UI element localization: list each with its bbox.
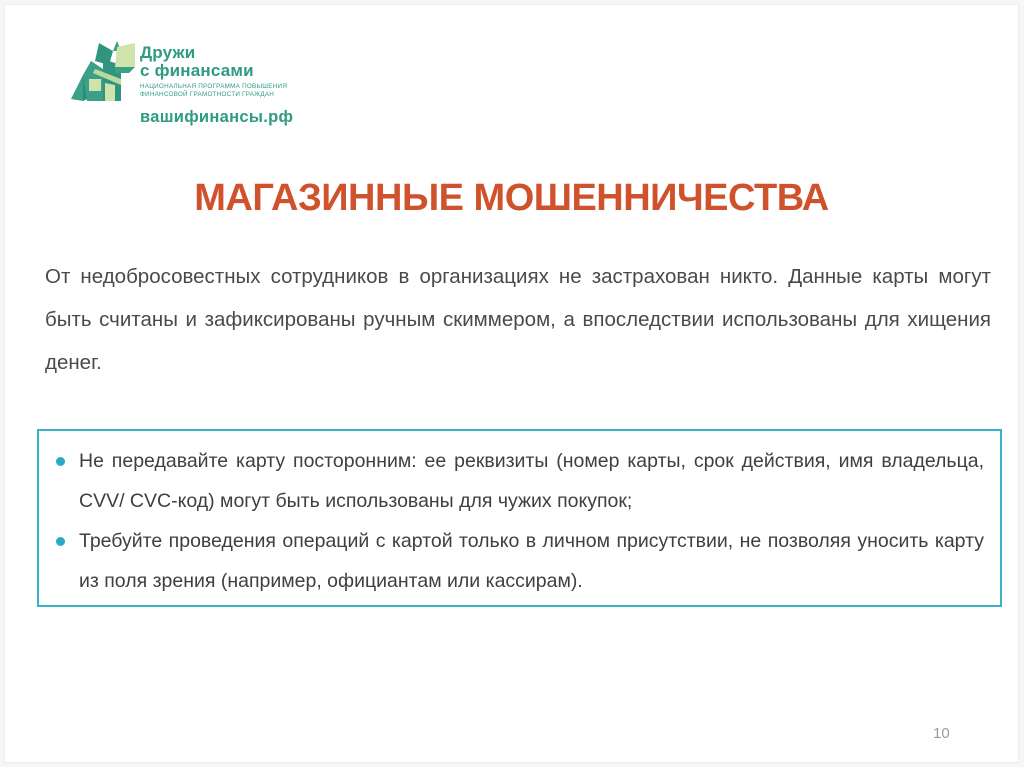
logo-site-url: вашифинансы.рф bbox=[140, 108, 294, 126]
slide-title: МАГАЗИННЫЕ МОШЕННИЧЕСТВА bbox=[194, 177, 829, 219]
tips-list bbox=[49, 441, 984, 601]
tip-item-1: Не передавайте карту посторонним: ее реквизиты (номер карты, срок действия, имя владельца, CVV/ CVC-код) могут быть использованы для чужих покупок; bbox=[49, 441, 984, 521]
page-number: 10 bbox=[933, 725, 950, 742]
logo-brand-line1: Дружи bbox=[140, 43, 196, 62]
logo-brand-line2: с финансами bbox=[140, 61, 254, 80]
logo-program-line2: ФИНАНСОВОЙ ГРАМОТНОСТИ ГРАЖДАН bbox=[140, 90, 275, 98]
slide bbox=[4, 4, 1019, 763]
logo-program-line1: НАЦИОНАЛЬНАЯ ПРОГРАММА ПОВЫШЕНИЯ bbox=[140, 83, 288, 90]
intro-paragraph: От недобросовестных сотрудников в организациях не застрахован никто. Данные карты могут быть считаны и зафиксированы ручным скиммером, а впоследствии использованы для хищения денег. bbox=[45, 265, 991, 374]
tips-box bbox=[37, 429, 1002, 607]
logo bbox=[69, 39, 299, 126]
tip-item-2: Требуйте проведения операций с картой только в личном присутствии, не позволяя уносить карту из поля зрения (например, официантам или кассирам). bbox=[49, 521, 984, 601]
origami-dog-logo-icon bbox=[69, 39, 137, 112]
